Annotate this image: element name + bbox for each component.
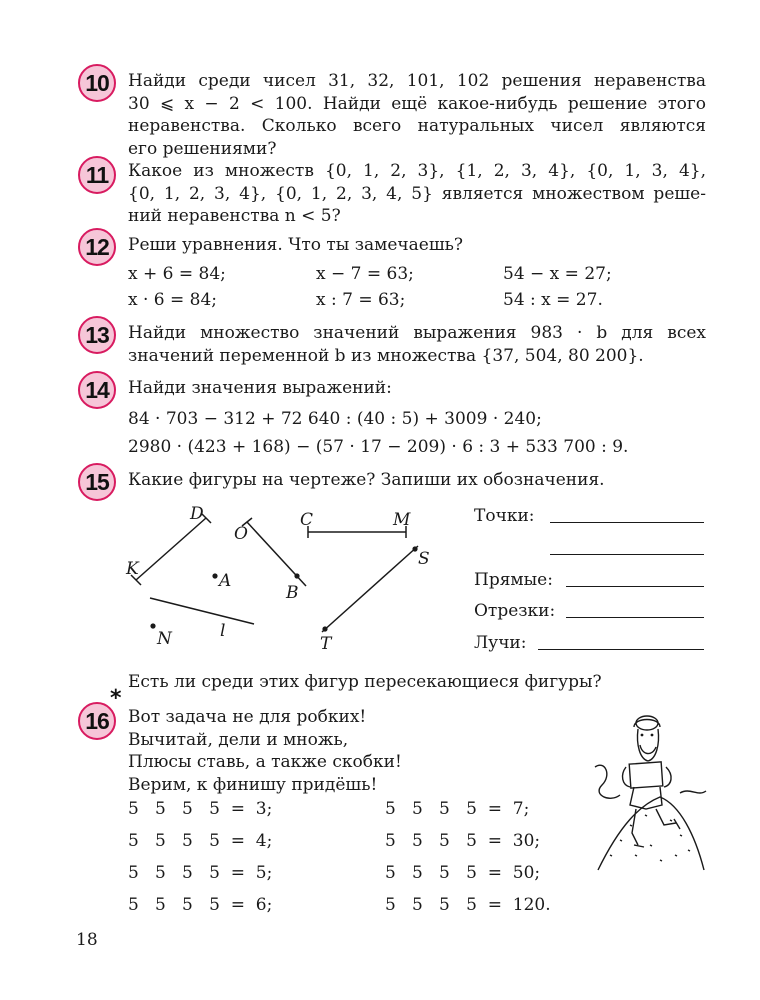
text-line: Найди множество значений выражения 983 · b для всех (128, 323, 706, 343)
expression: 84 · 703 − 312 + 72 640 : (40 : 5) + 3009 · 240; (128, 409, 542, 429)
puzzle-row: 5 5 5 5 = 3; (128, 799, 273, 819)
equation: x · 6 = 84; (128, 290, 218, 310)
answer-line-segments[interactable] (566, 617, 704, 618)
expression: 2980 · (423 + 168) − (57 · 17 − 209) · 6 : 3 + 533 700 : 9. (128, 437, 629, 457)
label-a: A (219, 571, 232, 591)
answer-label-rays: Лучи: (474, 633, 527, 653)
label-s: S (418, 549, 430, 569)
point-s (412, 546, 417, 551)
puzzle-row: 5 5 5 5 = 4; (128, 831, 273, 851)
star-icon: * (110, 686, 122, 711)
text-line: неравенства. Сколько всего натуральных чисел являются (128, 116, 706, 136)
puzzle-row: 5 5 5 5 = 120. (385, 895, 551, 915)
label-b: B (286, 583, 299, 603)
poem-line: Верим, к финишу придёшь! (128, 774, 378, 795)
task-number-badge: 14 (78, 371, 116, 409)
point-b (294, 573, 299, 578)
task-number-badge: 12 (78, 228, 116, 266)
task-text (128, 70, 706, 160)
point-t (322, 626, 327, 631)
poem-line: Вот задача не для робких! (128, 707, 367, 727)
poem-line: Плюсы ставь, а также скобки! (128, 752, 402, 772)
line-l (150, 598, 254, 624)
puzzle-row: 5 5 5 5 = 30; (385, 831, 541, 851)
task-number-badge: 15 (78, 463, 116, 501)
text-line: его решениями? (128, 138, 277, 159)
point-n (150, 623, 155, 628)
equation: x + 6 = 84; (128, 264, 226, 284)
answer-line-rays[interactable] (538, 649, 704, 650)
task-15-question: Есть ли среди этих фигур пересекающиеся фигуры? (128, 672, 602, 692)
label-o: O (234, 524, 248, 544)
poem-line: Вычитай, дели и множь, (128, 729, 349, 750)
label-n: N (157, 629, 172, 649)
task-number-badge: 13 (78, 316, 116, 354)
equation: x − 7 = 63; (316, 264, 414, 284)
text-line: 30 ⩽ x − 2 < 100. Найди ещё какое-нибудь решение этого (128, 93, 706, 114)
label-t: T (320, 634, 332, 654)
task-text (128, 234, 706, 257)
text-line: Найди значения выражений: (128, 378, 392, 398)
label-d: D (190, 504, 204, 524)
text-line: {0, 1, 2, 3, 4}, {0, 1, 2, 3, 4, 5} является множеством реше- (128, 183, 706, 204)
text-line: Найди среди чисел 31, 32, 101, 102 решения неравенства (128, 71, 706, 91)
puzzle-row: 5 5 5 5 = 50; (385, 863, 541, 883)
text-line: значений переменной b из множества {37, 504, 80 200}. (128, 345, 644, 366)
task-text (128, 160, 706, 228)
task-text (128, 322, 706, 367)
point-a (212, 573, 217, 578)
climber-illustration (590, 705, 710, 875)
geometry-figure (110, 498, 450, 658)
label-c: C (300, 510, 314, 530)
text-line: ний неравенства n < 5? (128, 206, 341, 226)
task-text (128, 469, 706, 492)
text-line: Какое из множеств {0, 1, 2, 3}, {1, 2, 3, 4}, {0, 1, 3, 4}, (128, 161, 706, 181)
puzzle-row: 5 5 5 5 = 6; (128, 895, 273, 915)
task-number-badge: 11 (78, 156, 116, 194)
task-number-badge: 10 (78, 64, 116, 102)
answer-line-lines[interactable] (566, 586, 704, 587)
answer-label-points: Точки: (474, 506, 535, 526)
label-k: K (126, 559, 139, 579)
segment-dk (136, 518, 206, 580)
answer-label-segments: Отрезки: (474, 601, 556, 621)
task-number-badge: 16 (78, 702, 116, 740)
answer-line-points-2[interactable] (550, 554, 704, 555)
equation: 54 : x = 27. (503, 290, 603, 310)
equation: x : 7 = 63; (316, 290, 406, 310)
task-text (128, 377, 706, 400)
label-m: M (393, 510, 411, 530)
ray-ts (322, 546, 418, 632)
puzzle-row: 5 5 5 5 = 5; (128, 863, 273, 883)
page-number: 18 (76, 930, 98, 950)
equation: 54 − x = 27; (503, 264, 612, 284)
text-line: Какие фигуры на чертеже? Запиши их обозначения. (128, 470, 605, 490)
answer-label-lines: Прямые: (474, 570, 553, 590)
puzzle-row: 5 5 5 5 = 7; (385, 799, 530, 819)
answer-line-points-1[interactable] (550, 522, 704, 523)
text-line: Реши уравнения. Что ты замечаешь? (128, 235, 464, 255)
label-l: l (220, 621, 226, 641)
